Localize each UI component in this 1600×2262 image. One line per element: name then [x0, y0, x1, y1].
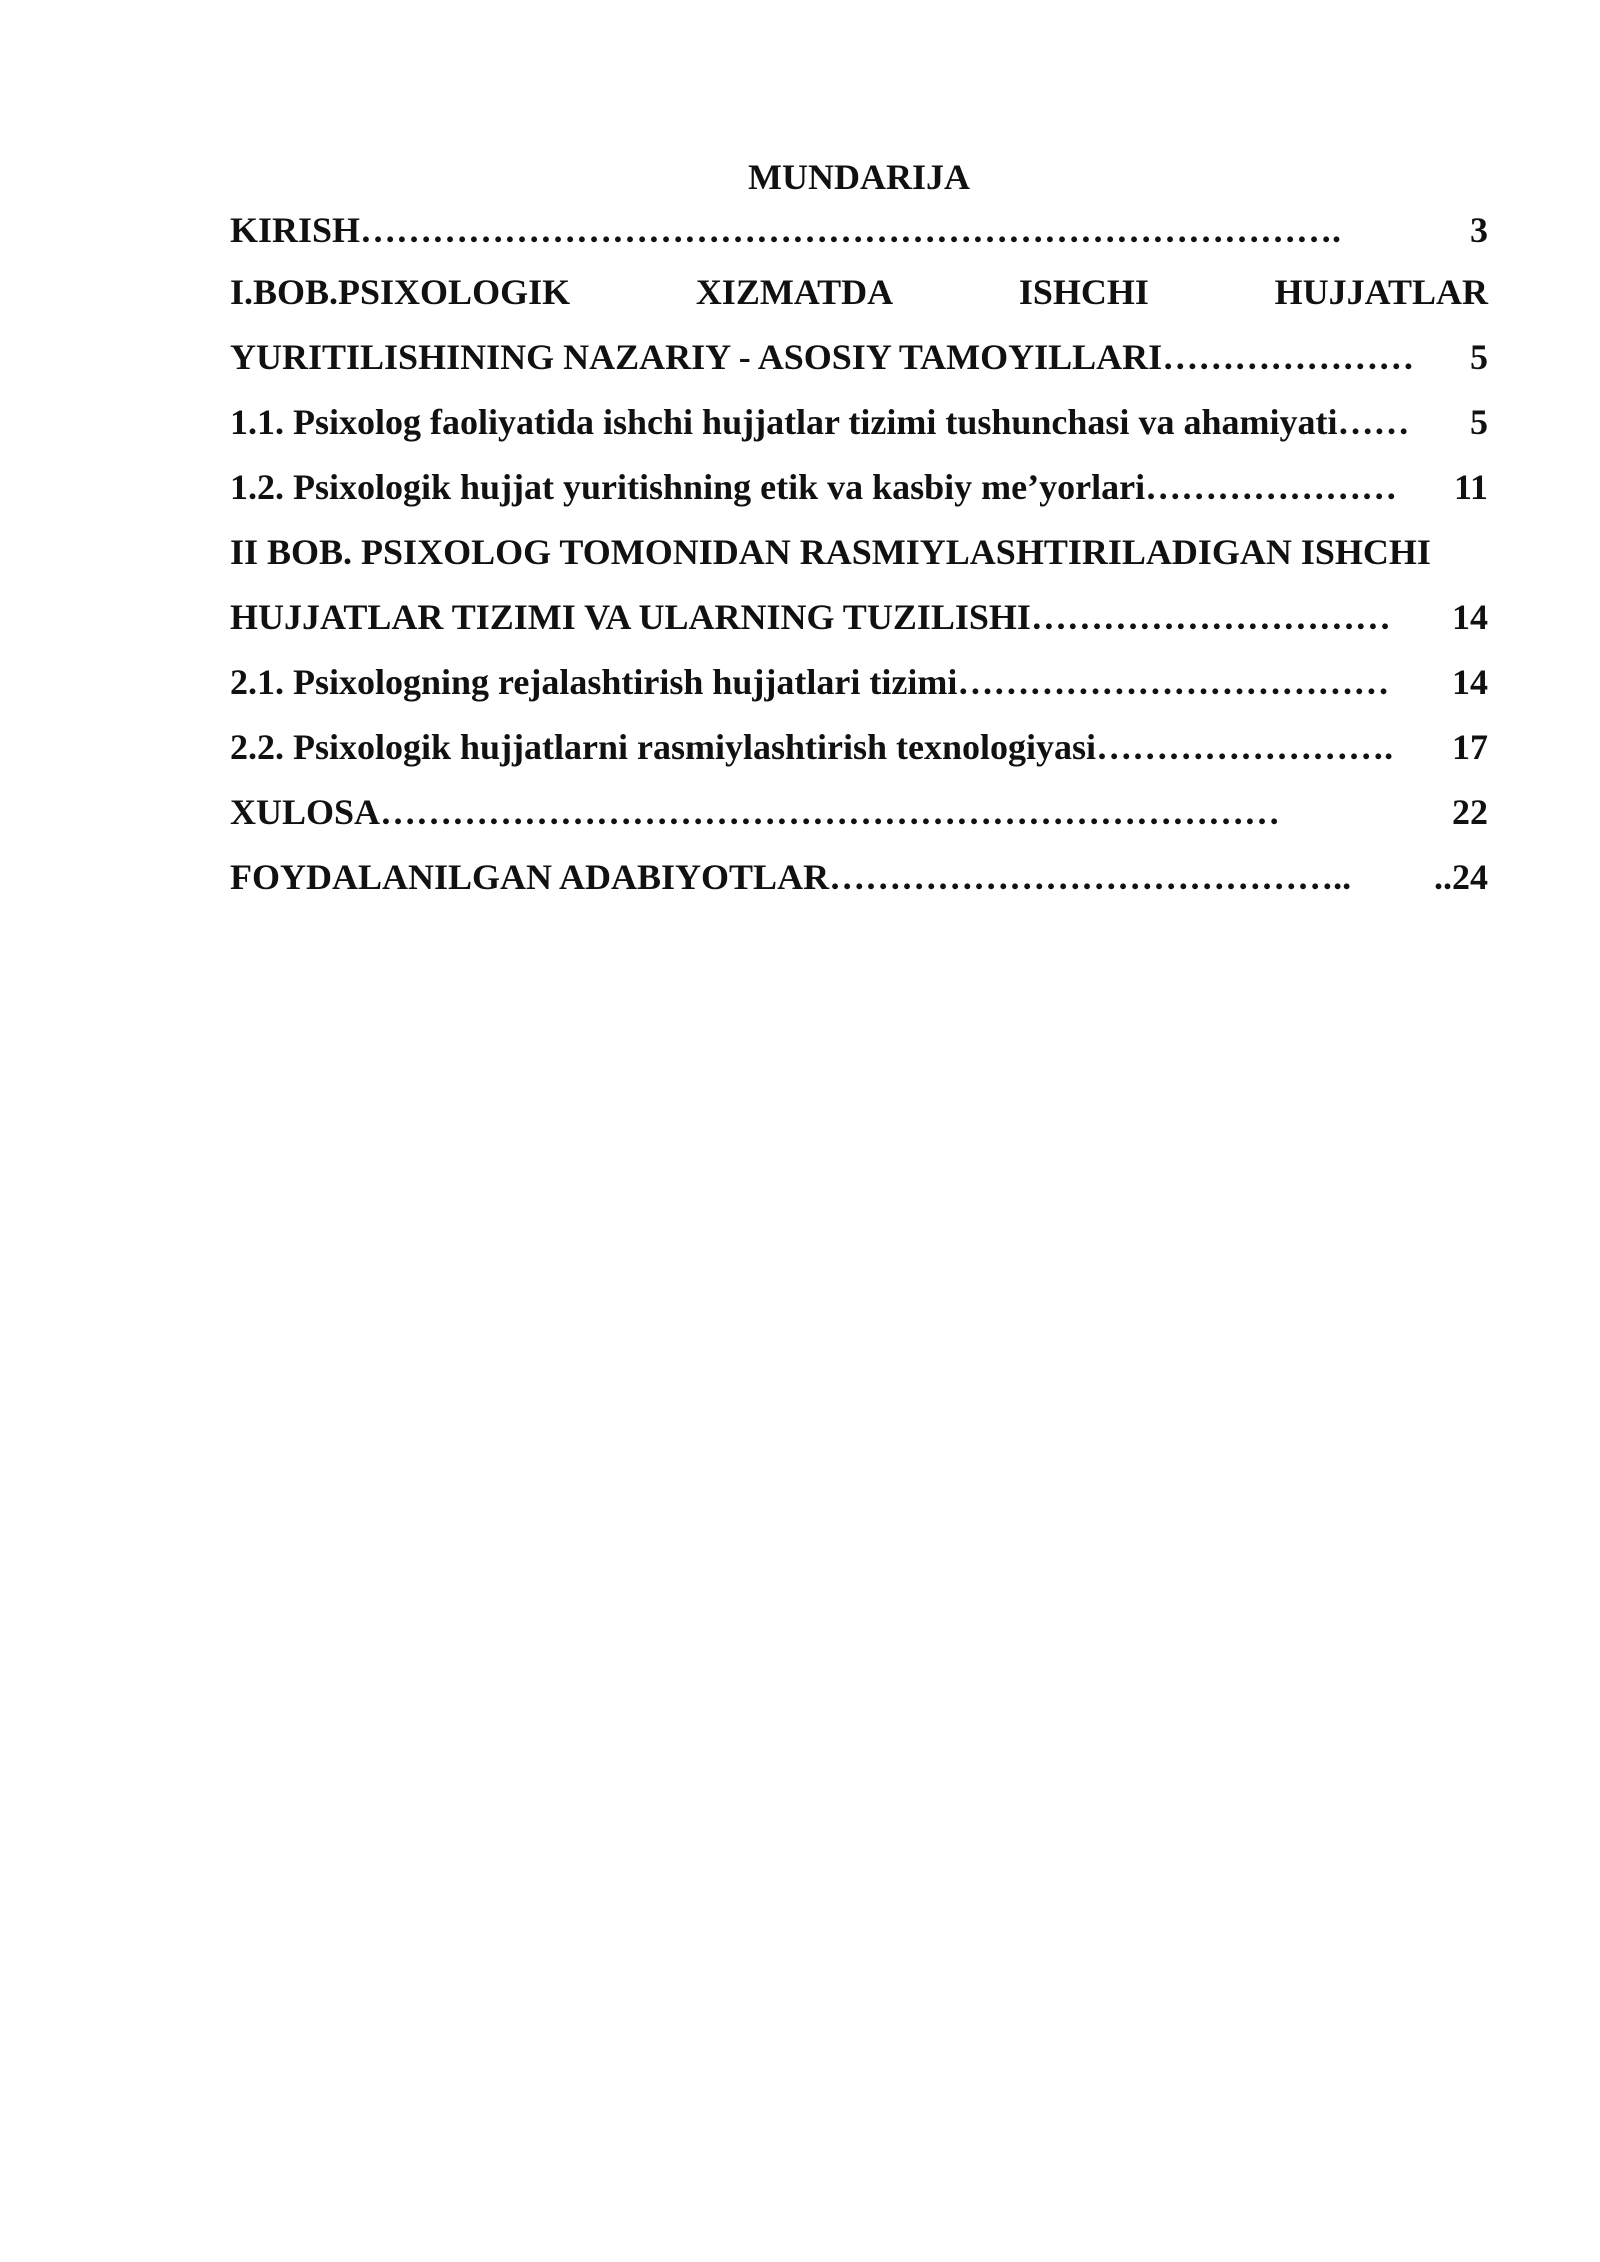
- toc-page-number: 22: [1452, 792, 1488, 832]
- toc-word: HUJJATLAR: [1274, 272, 1488, 312]
- toc-entry-text: 1.2. Psixologik hujjat yuritishning etik va kasbiy me’yorlari: [230, 467, 1146, 507]
- toc-page-number: ..24: [1434, 857, 1488, 897]
- toc-leader-dots: …………………: [1145, 467, 1398, 507]
- toc-page-number: 14: [1452, 662, 1488, 702]
- toc-entry-text: 2.2. Psixologik hujjatlarni rasmiylashtirish texnologiyasi: [230, 727, 1097, 767]
- toc-page-number: 5: [1470, 402, 1488, 442]
- toc-page-number: 5: [1470, 337, 1488, 377]
- toc-word: XIZMATDA: [695, 272, 894, 312]
- toc-entry-text: 2.1. Psixologning rejalashtirish hujjatlari tizimi: [230, 662, 958, 702]
- toc-entry-kirish: [230, 204, 1488, 266]
- toc-entry-text: HUJJATLAR TIZIMI VA ULARNING TUZILISHI: [230, 597, 1031, 637]
- toc-entry-chapter2-line1: [230, 526, 1488, 591]
- toc-page-number: 3: [1470, 210, 1488, 250]
- toc-entry-section-1-1: [230, 396, 1488, 461]
- table-of-contents: [230, 150, 1488, 916]
- toc-entry-text: XULOSA: [230, 792, 381, 832]
- toc-entry-adabiyotlar: [230, 851, 1488, 916]
- toc-page-number: 14: [1452, 597, 1488, 637]
- toc-leader-dots: ……………………………………..: [829, 857, 1352, 897]
- toc-leader-dots: …………………………………………………………………: [380, 792, 1281, 832]
- toc-page-number: 17: [1452, 727, 1488, 767]
- toc-entry-text: FOYDALANILGAN ADABIYOTLAR: [230, 857, 830, 897]
- toc-entry-text: II BOB. PSIXOLOG TOMONIDAN RASMIYLASHTIRILADIGAN ISHCHI: [230, 532, 1431, 572]
- toc-entry-text: 1.1. Psixolog faoliyatida ishchi hujjatlar tizimi tushunchasi va ahamiyati: [230, 402, 1338, 442]
- toc-leader-dots: ……: [1337, 402, 1410, 442]
- toc-leader-dots: …………………….: [1096, 727, 1394, 767]
- toc-entry-chapter1-line1: [230, 266, 1488, 331]
- toc-leader-dots: ……………………………………………………………………….: [360, 210, 1342, 250]
- toc-word: ISHCHI: [1018, 272, 1149, 312]
- toc-entry-section-2-1: [230, 656, 1488, 721]
- toc-entry-text: KIRISH: [230, 210, 361, 250]
- toc-word: I.BOB.PSIXOLOGIK: [230, 272, 571, 312]
- toc-entry-section-1-2: [230, 461, 1488, 526]
- toc-entry-text: YURITILISHINING NAZARIY - ASOSIY TAMOYILLARI: [230, 337, 1163, 377]
- toc-page-number: 11: [1453, 467, 1488, 507]
- toc-leader-dots: …………………………: [1030, 597, 1391, 637]
- toc-leader-dots: …………………: [1162, 337, 1415, 377]
- toc-entry-section-2-2: [230, 721, 1488, 786]
- toc-entry-xulosa: [230, 786, 1488, 851]
- toc-title: MUNDARIJA: [748, 157, 970, 197]
- toc-entry-chapter2-line2: [230, 591, 1488, 656]
- toc-leader-dots: ………………………………: [957, 662, 1390, 702]
- toc-entry-chapter1-line2: [230, 331, 1488, 396]
